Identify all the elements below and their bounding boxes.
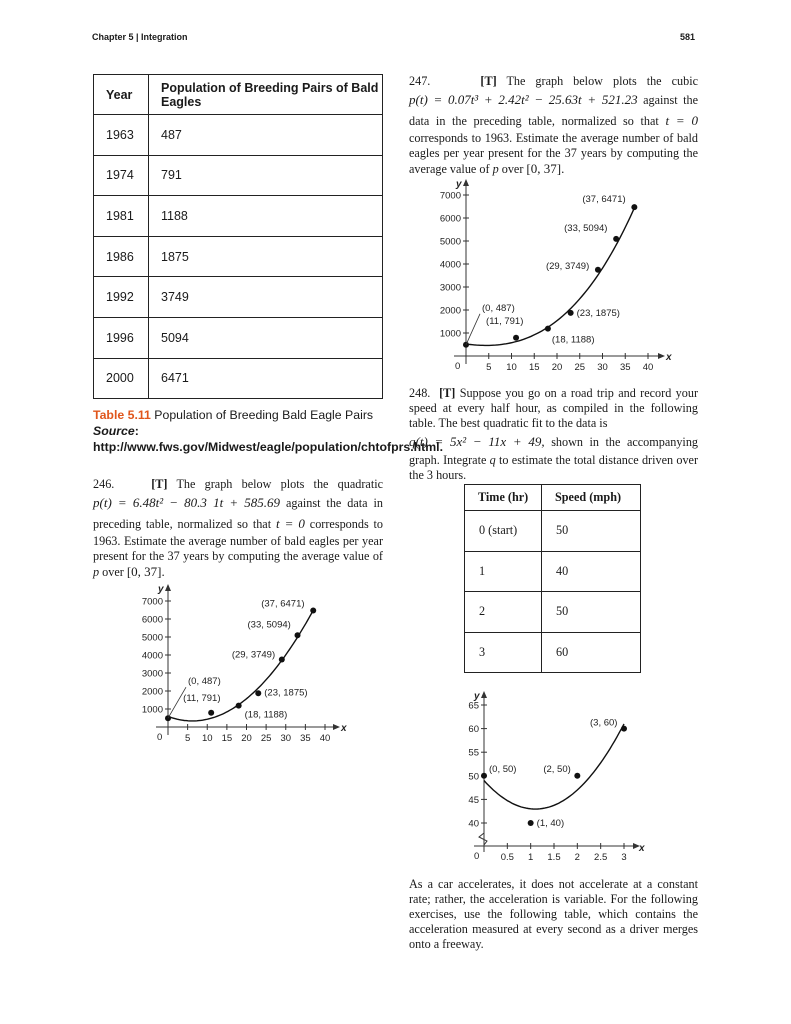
exercise-248 <box>409 386 698 483</box>
y-tick-label: 60 <box>468 724 479 736</box>
table-cell: 6471 <box>149 358 383 399</box>
data-point <box>279 657 285 663</box>
table-cell: 1974 <box>94 155 149 196</box>
y-tick-label: 3000 <box>141 668 163 680</box>
data-point-label: (33, 5094) <box>247 619 291 631</box>
data-point <box>463 342 469 348</box>
table-row <box>94 317 383 358</box>
data-point-label: (2, 50) <box>543 763 571 775</box>
x-tick-label: 35 <box>619 362 631 373</box>
data-point-label: (23, 1875) <box>576 307 620 319</box>
y-axis-label: y <box>158 584 164 595</box>
table-cell: 1 <box>465 551 542 592</box>
exercise-246 <box>93 477 383 580</box>
x-tick-label: 15 <box>221 733 233 744</box>
exercise-247 <box>409 74 698 177</box>
x-tick-label: 30 <box>280 733 292 744</box>
text: The graph below plots the quadratic <box>176 477 384 491</box>
formula: t = 0 <box>665 113 699 128</box>
caption-text: Population of Breeding Bald Eagle Pairs <box>150 408 374 422</box>
table-row <box>465 592 641 633</box>
y-tick-label: 4000 <box>439 259 461 271</box>
data-point-label: (18, 1188) <box>551 334 595 346</box>
y-tick-label: 2000 <box>439 305 461 317</box>
formula: t = 0 <box>275 516 305 531</box>
table-cell: 0 (start) <box>465 511 542 552</box>
data-point-label: (1, 40) <box>536 818 565 829</box>
x-tick-label: 10 <box>506 362 517 373</box>
text: against the <box>643 93 698 107</box>
table-cell: 60 <box>542 632 641 673</box>
y-tick-label: 2000 <box>141 686 163 698</box>
exercise-number: 247. <box>409 74 431 88</box>
data-point <box>165 715 171 721</box>
x-tick-label: 40 <box>319 733 331 744</box>
column-header: Population of Breeding Pairs of Bald Eagles <box>149 75 383 115</box>
x-axis-label: x <box>639 843 645 854</box>
column-header: Time (hr) <box>465 485 542 511</box>
table-row <box>94 358 383 399</box>
text: to estimate the total distance driven over the 3 hours. <box>409 453 699 482</box>
x-tick-label: 1 <box>528 852 534 863</box>
table-cell: 487 <box>149 115 383 156</box>
x-tick-label: 35 <box>300 733 311 744</box>
table-row <box>465 632 641 673</box>
table-cell: 1992 <box>94 277 149 318</box>
table-cell: 1188 <box>149 196 383 237</box>
variable: q <box>489 453 496 467</box>
table-row <box>94 196 383 237</box>
table-cell: 40 <box>542 551 641 592</box>
x-tick-label: 40 <box>642 362 654 373</box>
x-tick-label: 10 <box>201 733 213 744</box>
interval: [0, 37]. <box>526 161 565 176</box>
x-tick-label: 30 <box>597 362 608 373</box>
chart-248 <box>445 685 655 865</box>
leader-line <box>466 314 480 345</box>
x-tick-label: 25 <box>260 733 272 744</box>
table-cell: 2 <box>465 592 542 633</box>
variable: p <box>492 162 499 176</box>
table-cell: 1996 <box>94 317 149 358</box>
data-point <box>631 204 637 210</box>
y-tick-label: 7000 <box>141 596 163 608</box>
text: The graph below plots the cubic <box>506 74 698 88</box>
column-header: Speed (mph) <box>542 485 641 511</box>
data-point-label: (29, 3749) <box>545 260 590 272</box>
data-point <box>310 608 316 614</box>
x-tick-label: 15 <box>528 362 540 373</box>
data-point <box>621 726 627 732</box>
data-point-label: (11, 791) <box>183 692 221 704</box>
y-tick-label: 1000 <box>439 328 461 340</box>
text: graph. Integrate <box>409 453 487 467</box>
table-row <box>94 155 383 196</box>
x-tick-label: 5 <box>184 733 191 744</box>
origin-label: 0 <box>157 732 163 743</box>
table-cell: 1875 <box>149 236 383 277</box>
source-url[interactable]: : http://www.fws.gov/Midwest/eagle/population/chtofprs.html. <box>93 424 444 454</box>
y-tick-label: 1000 <box>141 704 163 716</box>
x-axis-arrow-icon <box>333 724 340 730</box>
exercise-number: 246. <box>93 477 115 491</box>
formula: q(t) = 5x² − 11x + 49, <box>409 434 545 449</box>
table-header-row <box>465 485 641 511</box>
table-cell: 2000 <box>94 358 149 399</box>
y-tick-label: 3000 <box>439 282 461 294</box>
data-point <box>528 820 534 826</box>
data-point <box>574 773 580 779</box>
table-cell: 3 <box>465 632 542 673</box>
data-point <box>295 632 301 638</box>
data-point <box>513 335 519 341</box>
y-axis-arrow-icon <box>463 179 469 186</box>
exercise-number: 248. <box>409 386 431 400</box>
data-point-label: (0, 50) <box>489 763 517 775</box>
y-tick-label: 55 <box>468 747 479 759</box>
y-tick-label: 4000 <box>141 650 163 662</box>
y-tick-label: 7000 <box>439 190 461 202</box>
data-point <box>208 710 214 716</box>
technology-tag: [T] <box>151 477 168 491</box>
variable: p <box>93 565 100 579</box>
text: preceding table, normalized so that <box>93 517 272 531</box>
x-tick-label: 20 <box>551 362 563 373</box>
chapter-header: Chapter 5 | Integration <box>92 32 188 42</box>
y-axis-label: y <box>456 179 462 190</box>
origin-label: 0 <box>455 361 461 372</box>
text: data in the preceding table, normalized so that <box>409 114 659 128</box>
acceleration-intro-paragraph: As a car accelerates, it does not accelerate at a constant rate; rather, the acceleration is variable. For the following exercises, use the following table, which contains the acceleration measured at every second as a driver merges onto a freeway. <box>409 877 698 951</box>
data-point-label: (3, 60) <box>590 717 618 729</box>
data-point <box>481 773 487 779</box>
data-point <box>613 236 619 242</box>
table-cell: 5094 <box>149 317 383 358</box>
y-tick-label: 5000 <box>141 632 163 644</box>
data-point-label: (0, 487) <box>188 676 221 688</box>
data-point-label: (37, 6471) <box>582 194 626 206</box>
y-tick-label: 40 <box>468 818 479 830</box>
origin-label: 0 <box>474 851 480 862</box>
y-tick-label: 6000 <box>141 614 163 626</box>
y-axis-label: y <box>474 691 480 702</box>
table-row <box>94 277 383 318</box>
x-tick-label: 3 <box>621 852 627 863</box>
data-point-label: (0, 487) <box>482 302 515 314</box>
eagle-population-table <box>93 74 383 399</box>
table-caption <box>93 407 444 455</box>
data-point <box>255 690 261 696</box>
text: against the data in <box>285 496 383 510</box>
y-axis-arrow-icon <box>481 691 487 698</box>
table-cell: 791 <box>149 155 383 196</box>
y-tick-label: 6000 <box>439 213 461 225</box>
data-point-label: (11, 791) <box>486 315 524 327</box>
text: corresponds to 1963. Estimate the average number of bald eagles per year present for the 37 years by computing the average value of <box>409 131 698 176</box>
table-cell: 1986 <box>94 236 149 277</box>
y-tick-label: 50 <box>468 771 479 783</box>
table-row <box>465 511 641 552</box>
chart-246 <box>130 578 350 753</box>
data-point-label: (37, 6471) <box>261 598 305 610</box>
text: over <box>102 565 124 579</box>
text: shown in the accompanying <box>551 435 699 449</box>
y-tick-label: 65 <box>468 700 479 712</box>
data-point <box>568 310 574 316</box>
x-tick-label: 2.5 <box>594 852 608 863</box>
table-row <box>94 115 383 156</box>
x-tick-label: 25 <box>574 362 586 373</box>
text: 1963. Estimate the average number of bald eagles per year present for the 37 years by computing the average value of <box>93 534 383 563</box>
y-axis-arrow-icon <box>165 584 171 591</box>
text: Suppose you go on a road trip and record your speed at every half hour, as compiled in the following table. The best quadratic fit to the data is <box>409 386 699 430</box>
y-tick-label: 5000 <box>439 236 461 248</box>
table-row <box>465 551 641 592</box>
table-cell: 1981 <box>94 196 149 237</box>
x-tick-label: 2 <box>574 852 580 863</box>
table-number: Table 5.11 <box>93 408 151 422</box>
x-axis-arrow-icon <box>658 353 665 359</box>
y-tick-label: 45 <box>468 794 479 806</box>
x-axis-label: x <box>666 352 672 363</box>
x-axis-label: x <box>341 723 347 734</box>
technology-tag: [T] <box>439 386 456 400</box>
text: corresponds to <box>309 517 384 531</box>
data-point-label: (23, 1875) <box>264 687 308 699</box>
data-point-label: (33, 5094) <box>564 222 608 234</box>
technology-tag: [T] <box>480 74 497 88</box>
axis-break-icon <box>479 833 487 849</box>
data-point-label: (18, 1188) <box>244 709 288 721</box>
table-cell: 3749 <box>149 277 383 318</box>
interval: [0, 37]. <box>126 564 165 579</box>
table-cell: 50 <box>542 511 641 552</box>
x-tick-label: 0.5 <box>500 852 514 863</box>
text: over <box>501 162 524 176</box>
table-cell: 1963 <box>94 115 149 156</box>
table-header-row <box>94 75 383 115</box>
x-tick-label: 20 <box>241 733 252 744</box>
table-row <box>94 236 383 277</box>
formula: p(t) = 6.48t² − 80.3 1t + 585.69 <box>93 495 281 510</box>
chart-247 <box>425 178 685 373</box>
data-point-label: (29, 3749) <box>231 649 276 661</box>
data-point <box>236 703 242 709</box>
formula: p(t) = 0.07t³ + 2.42t² − 25.63t + 521.23 <box>409 92 638 107</box>
x-tick-label: 1.5 <box>547 852 561 863</box>
page-number: 581 <box>680 32 696 42</box>
column-header: Year <box>94 75 149 115</box>
data-point <box>595 267 601 273</box>
source-label: Source <box>93 424 135 438</box>
x-tick-label: 5 <box>486 362 492 373</box>
speed-table <box>464 484 641 673</box>
data-point <box>545 326 551 332</box>
table-cell: 50 <box>542 592 641 633</box>
